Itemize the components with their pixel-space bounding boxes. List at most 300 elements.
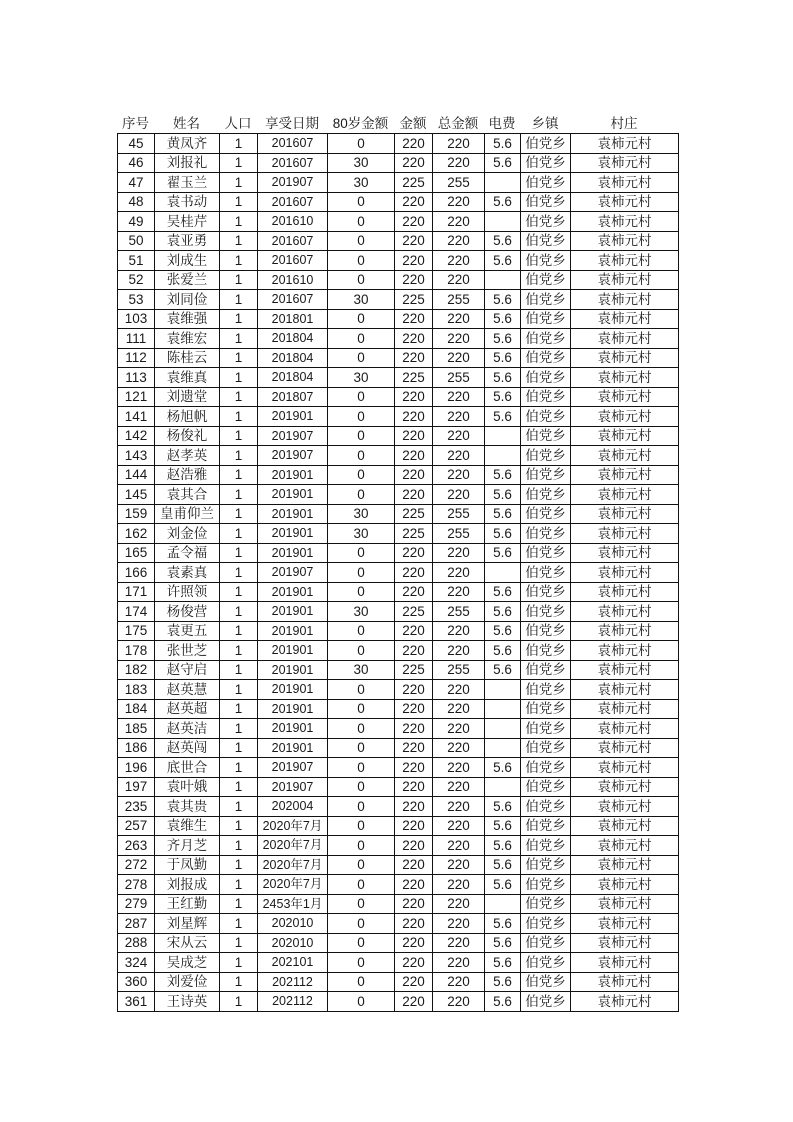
table-cell: 袁其合 xyxy=(155,485,220,505)
table-cell: 0 xyxy=(328,758,395,778)
table-row xyxy=(118,368,679,388)
table-cell: 220 xyxy=(395,329,433,349)
table-cell: 220 xyxy=(395,797,433,817)
table-cell: 2020年7月 xyxy=(258,855,328,875)
table-cell: 袁柿元村 xyxy=(571,797,679,817)
table-cell: 182 xyxy=(118,660,155,680)
table-cell: 1 xyxy=(220,875,258,895)
table-cell: 220 xyxy=(433,465,485,485)
table-cell: 1 xyxy=(220,387,258,407)
table-cell: 142 xyxy=(118,426,155,446)
table-cell: 184 xyxy=(118,699,155,719)
table-cell: 144 xyxy=(118,465,155,485)
table-row xyxy=(118,621,679,641)
table-cell: 5.6 xyxy=(485,329,521,349)
table-cell: 201607 xyxy=(258,153,328,173)
table-cell: 220 xyxy=(433,992,485,1012)
table-cell: 0 xyxy=(328,192,395,212)
table-cell: 1 xyxy=(220,855,258,875)
table-cell: 袁素真 xyxy=(155,563,220,583)
table-cell: 220 xyxy=(395,992,433,1012)
table-cell: 0 xyxy=(328,797,395,817)
table-cell: 201901 xyxy=(258,680,328,700)
table-cell: 1 xyxy=(220,212,258,232)
table-row xyxy=(118,212,679,232)
table-cell: 袁柿元村 xyxy=(571,524,679,544)
table-cell: 220 xyxy=(433,270,485,290)
table-cell: 0 xyxy=(328,212,395,232)
table-cell: 220 xyxy=(433,816,485,836)
table-cell: 吴成芝 xyxy=(155,953,220,973)
table-cell: 袁柿元村 xyxy=(571,816,679,836)
column-header: 电费 xyxy=(488,116,516,131)
table-cell: 220 xyxy=(433,309,485,329)
table-cell xyxy=(485,699,521,719)
table-cell: 袁叶娥 xyxy=(155,777,220,797)
table-cell: 0 xyxy=(328,387,395,407)
table-cell: 263 xyxy=(118,836,155,856)
table-cell: 伯党乡 xyxy=(521,348,571,368)
table-cell: 袁书动 xyxy=(155,192,220,212)
table-cell: 2020年7月 xyxy=(258,836,328,856)
table-cell: 30 xyxy=(328,173,395,193)
table-cell: 162 xyxy=(118,524,155,544)
table-cell: 伯党乡 xyxy=(521,992,571,1012)
table-cell: 220 xyxy=(433,621,485,641)
table-cell: 185 xyxy=(118,719,155,739)
table-cell: 0 xyxy=(328,816,395,836)
table-cell: 5.6 xyxy=(485,309,521,329)
table-cell: 220 xyxy=(433,192,485,212)
table-cell: 220 xyxy=(395,153,433,173)
table-cell: 201901 xyxy=(258,621,328,641)
table-cell: 202112 xyxy=(258,972,328,992)
table-cell: 袁柿元村 xyxy=(571,875,679,895)
table-cell: 278 xyxy=(118,875,155,895)
table-cell xyxy=(485,446,521,466)
table-cell: 220 xyxy=(395,270,433,290)
table-cell xyxy=(485,738,521,758)
table-cell: 袁柿元村 xyxy=(571,504,679,524)
table-cell: 赵英超 xyxy=(155,699,220,719)
table-cell: 伯党乡 xyxy=(521,972,571,992)
table-cell: 许照领 xyxy=(155,582,220,602)
table-cell: 220 xyxy=(433,485,485,505)
table-cell: 121 xyxy=(118,387,155,407)
table-cell: 5.6 xyxy=(485,855,521,875)
table-cell: 1 xyxy=(220,816,258,836)
table-row xyxy=(118,563,679,583)
table-cell: 220 xyxy=(395,953,433,973)
table-cell: 袁柿元村 xyxy=(571,134,679,154)
table-cell: 5.6 xyxy=(485,485,521,505)
table-cell: 伯党乡 xyxy=(521,329,571,349)
table-cell: 0 xyxy=(328,680,395,700)
table-cell: 225 xyxy=(395,524,433,544)
table-cell: 220 xyxy=(395,641,433,661)
table-cell: 0 xyxy=(328,719,395,739)
table-cell: 张世芝 xyxy=(155,641,220,661)
table-cell: 46 xyxy=(118,153,155,173)
table-cell: 220 xyxy=(395,972,433,992)
table-cell: 0 xyxy=(328,231,395,251)
table-cell: 220 xyxy=(395,387,433,407)
table-cell: 220 xyxy=(433,914,485,934)
table-cell: 伯党乡 xyxy=(521,134,571,154)
table-cell: 220 xyxy=(395,855,433,875)
table-cell: 伯党乡 xyxy=(521,446,571,466)
table-cell: 201901 xyxy=(258,582,328,602)
table-cell: 220 xyxy=(395,875,433,895)
table-cell: 103 xyxy=(118,309,155,329)
table-cell xyxy=(485,680,521,700)
table-row xyxy=(118,777,679,797)
table-cell: 0 xyxy=(328,953,395,973)
table-cell: 197 xyxy=(118,777,155,797)
table-cell: 1 xyxy=(220,524,258,544)
table-cell: 361 xyxy=(118,992,155,1012)
table-cell: 220 xyxy=(433,680,485,700)
table-cell: 袁柿元村 xyxy=(571,251,679,271)
table-cell: 1 xyxy=(220,836,258,856)
table-cell: 1 xyxy=(220,777,258,797)
table-row xyxy=(118,348,679,368)
table-cell: 袁柿元村 xyxy=(571,368,679,388)
table-cell: 0 xyxy=(328,407,395,427)
table-cell: 1 xyxy=(220,758,258,778)
table-cell xyxy=(485,270,521,290)
column-header: 姓名 xyxy=(173,116,200,131)
table-cell: 5.6 xyxy=(485,504,521,524)
table-cell: 220 xyxy=(433,329,485,349)
table-cell: 178 xyxy=(118,641,155,661)
table-cell: 0 xyxy=(328,251,395,271)
table-cell: 5.6 xyxy=(485,875,521,895)
table-row xyxy=(118,446,679,466)
table-cell: 220 xyxy=(395,231,433,251)
table-cell: 1 xyxy=(220,134,258,154)
table-row xyxy=(118,309,679,329)
table-cell: 196 xyxy=(118,758,155,778)
table-row xyxy=(118,173,679,193)
table-cell: 袁柿元村 xyxy=(571,465,679,485)
table-cell: 0 xyxy=(328,543,395,563)
table-cell: 143 xyxy=(118,446,155,466)
table-row xyxy=(118,797,679,817)
table-cell: 220 xyxy=(433,153,485,173)
table-cell xyxy=(485,563,521,583)
table-cell: 伯党乡 xyxy=(521,290,571,310)
table-cell: 伯党乡 xyxy=(521,192,571,212)
table-row xyxy=(118,894,679,914)
table-cell: 220 xyxy=(395,563,433,583)
table-row xyxy=(118,329,679,349)
table-cell: 赵守启 xyxy=(155,660,220,680)
table-cell: 袁柿元村 xyxy=(571,933,679,953)
table-cell: 0 xyxy=(328,836,395,856)
table-cell: 宋从云 xyxy=(155,933,220,953)
table-cell: 220 xyxy=(395,212,433,232)
table-cell: 2020年7月 xyxy=(258,816,328,836)
table-cell: 201901 xyxy=(258,485,328,505)
table-cell: 袁柿元村 xyxy=(571,894,679,914)
table-cell: 201801 xyxy=(258,309,328,329)
table-cell: 202010 xyxy=(258,933,328,953)
table-row xyxy=(118,387,679,407)
column-header: 村庄 xyxy=(610,116,638,131)
table-cell: 1 xyxy=(220,953,258,973)
table-cell: 5.6 xyxy=(485,758,521,778)
table-cell: 220 xyxy=(395,251,433,271)
table-cell: 5.6 xyxy=(485,348,521,368)
table-cell: 220 xyxy=(395,758,433,778)
table-cell: 伯党乡 xyxy=(521,777,571,797)
table-cell: 201901 xyxy=(258,660,328,680)
table-cell: 220 xyxy=(433,348,485,368)
table-row xyxy=(118,270,679,290)
table-cell: 201907 xyxy=(258,446,328,466)
table-cell: 袁维宏 xyxy=(155,329,220,349)
table-cell: 5.6 xyxy=(485,524,521,544)
table-cell: 袁柿元村 xyxy=(571,387,679,407)
table-cell: 袁维生 xyxy=(155,816,220,836)
table-cell: 1 xyxy=(220,329,258,349)
table-cell: 220 xyxy=(395,134,433,154)
table-cell: 1 xyxy=(220,485,258,505)
table-cell: 202004 xyxy=(258,797,328,817)
table-cell: 220 xyxy=(395,407,433,427)
table-cell: 201607 xyxy=(258,251,328,271)
table-cell: 1 xyxy=(220,660,258,680)
table-cell: 袁柿元村 xyxy=(571,329,679,349)
table-cell: 201804 xyxy=(258,329,328,349)
table-cell: 袁维真 xyxy=(155,368,220,388)
table-cell: 0 xyxy=(328,992,395,1012)
table-cell: 伯党乡 xyxy=(521,894,571,914)
table-cell: 201907 xyxy=(258,563,328,583)
table-cell: 47 xyxy=(118,173,155,193)
table-cell: 220 xyxy=(433,758,485,778)
table-cell: 220 xyxy=(395,621,433,641)
table-cell: 220 xyxy=(433,719,485,739)
table-cell: 255 xyxy=(433,504,485,524)
table-cell: 201901 xyxy=(258,407,328,427)
table-cell: 伯党乡 xyxy=(521,933,571,953)
table-cell: 220 xyxy=(395,192,433,212)
table-cell: 1 xyxy=(220,719,258,739)
table-cell: 30 xyxy=(328,290,395,310)
table-row xyxy=(118,192,679,212)
table-cell: 袁柿元村 xyxy=(571,543,679,563)
table-cell: 201901 xyxy=(258,602,328,622)
table-cell xyxy=(485,426,521,446)
table-cell: 225 xyxy=(395,504,433,524)
table-cell: 0 xyxy=(328,972,395,992)
table-cell: 0 xyxy=(328,777,395,797)
table-cell: 刘报成 xyxy=(155,875,220,895)
table-cell: 伯党乡 xyxy=(521,231,571,251)
table-cell: 2020年7月 xyxy=(258,875,328,895)
table-cell: 174 xyxy=(118,602,155,622)
table-cell: 220 xyxy=(395,485,433,505)
table-cell: 220 xyxy=(433,738,485,758)
table-cell: 0 xyxy=(328,699,395,719)
table-cell: 袁维强 xyxy=(155,309,220,329)
table-cell: 伯党乡 xyxy=(521,485,571,505)
table-cell: 220 xyxy=(433,446,485,466)
table-cell: 1 xyxy=(220,680,258,700)
table-cell: 201901 xyxy=(258,699,328,719)
table-cell: 5.6 xyxy=(485,933,521,953)
table-cell: 220 xyxy=(395,933,433,953)
table-cell: 伯党乡 xyxy=(521,855,571,875)
table-cell: 30 xyxy=(328,504,395,524)
table-cell: 220 xyxy=(433,836,485,856)
table-cell: 5.6 xyxy=(485,972,521,992)
table-cell: 201607 xyxy=(258,290,328,310)
table-cell: 0 xyxy=(328,270,395,290)
table-row xyxy=(118,933,679,953)
table-cell: 0 xyxy=(328,641,395,661)
table-cell: 220 xyxy=(395,836,433,856)
table-cell: 5.6 xyxy=(485,543,521,563)
table-cell: 1 xyxy=(220,933,258,953)
table-cell: 220 xyxy=(395,719,433,739)
table-cell: 王诗英 xyxy=(155,992,220,1012)
table-cell: 202112 xyxy=(258,992,328,1012)
table-header-row xyxy=(117,111,678,133)
table-cell: 50 xyxy=(118,231,155,251)
table-cell: 袁柿元村 xyxy=(571,992,679,1012)
table-cell: 0 xyxy=(328,914,395,934)
table-cell: 伯党乡 xyxy=(521,270,571,290)
table-cell: 伯党乡 xyxy=(521,914,571,934)
table-cell: 刘星辉 xyxy=(155,914,220,934)
table-cell: 220 xyxy=(433,933,485,953)
table-cell: 201901 xyxy=(258,524,328,544)
table-cell: 1 xyxy=(220,192,258,212)
subsidy-table xyxy=(117,133,679,1012)
table-cell: 166 xyxy=(118,563,155,583)
table-cell: 伯党乡 xyxy=(521,719,571,739)
table-cell: 202101 xyxy=(258,953,328,973)
table-cell: 220 xyxy=(433,426,485,446)
table-cell: 1 xyxy=(220,426,258,446)
table-cell: 30 xyxy=(328,660,395,680)
table-row xyxy=(118,251,679,271)
table-cell: 5.6 xyxy=(485,660,521,680)
table-cell: 刘同俭 xyxy=(155,290,220,310)
table-cell: 赵浩雅 xyxy=(155,465,220,485)
table-cell: 伯党乡 xyxy=(521,524,571,544)
table-cell: 255 xyxy=(433,524,485,544)
table-cell: 257 xyxy=(118,816,155,836)
table-cell: 360 xyxy=(118,972,155,992)
table-cell: 5.6 xyxy=(485,816,521,836)
table-cell: 0 xyxy=(328,933,395,953)
table-cell: 袁其贵 xyxy=(155,797,220,817)
table-cell: 51 xyxy=(118,251,155,271)
column-header: 总金额 xyxy=(437,116,479,131)
table-cell: 袁柿元村 xyxy=(571,582,679,602)
table-cell: 1 xyxy=(220,797,258,817)
table-cell: 220 xyxy=(433,563,485,583)
table-row xyxy=(118,855,679,875)
table-cell: 王红勤 xyxy=(155,894,220,914)
table-row xyxy=(118,992,679,1012)
table-cell: 201807 xyxy=(258,387,328,407)
table-cell: 186 xyxy=(118,738,155,758)
table-cell: 30 xyxy=(328,602,395,622)
table-cell: 220 xyxy=(395,309,433,329)
table-cell: 伯党乡 xyxy=(521,836,571,856)
table-cell: 30 xyxy=(328,368,395,388)
table-cell: 1 xyxy=(220,231,258,251)
table-cell: 0 xyxy=(328,855,395,875)
table-cell: 1 xyxy=(220,914,258,934)
table-cell: 于凤勤 xyxy=(155,855,220,875)
table-cell: 220 xyxy=(395,465,433,485)
table-cell: 伯党乡 xyxy=(521,465,571,485)
table-cell: 225 xyxy=(395,368,433,388)
column-header: 人口 xyxy=(224,116,252,131)
table-cell: 5.6 xyxy=(485,992,521,1012)
table-cell: 201901 xyxy=(258,641,328,661)
table-cell: 201907 xyxy=(258,758,328,778)
table-row xyxy=(118,836,679,856)
table-cell: 5.6 xyxy=(485,797,521,817)
table-cell: 5.6 xyxy=(485,134,521,154)
table-cell xyxy=(485,894,521,914)
table-cell: 伯党乡 xyxy=(521,504,571,524)
table-cell: 288 xyxy=(118,933,155,953)
table-cell: 1 xyxy=(220,621,258,641)
table-cell: 225 xyxy=(395,290,433,310)
table-cell: 220 xyxy=(433,875,485,895)
table-cell: 0 xyxy=(328,348,395,368)
table-cell: 255 xyxy=(433,602,485,622)
table-cell: 1 xyxy=(220,251,258,271)
table-cell: 伯党乡 xyxy=(521,738,571,758)
table-cell: 183 xyxy=(118,680,155,700)
table-cell: 220 xyxy=(395,777,433,797)
table-cell: 伯党乡 xyxy=(521,309,571,329)
table-cell: 1 xyxy=(220,309,258,329)
table-row xyxy=(118,153,679,173)
table-cell: 袁柿元村 xyxy=(571,485,679,505)
table-cell: 0 xyxy=(328,875,395,895)
table-cell: 5.6 xyxy=(485,387,521,407)
table-row xyxy=(118,680,679,700)
table-cell: 赵英慧 xyxy=(155,680,220,700)
table-cell: 袁柿元村 xyxy=(571,270,679,290)
table-cell: 袁柿元村 xyxy=(571,426,679,446)
table-row xyxy=(118,699,679,719)
table-cell: 201907 xyxy=(258,173,328,193)
table-cell: 伯党乡 xyxy=(521,758,571,778)
table-cell: 伯党乡 xyxy=(521,816,571,836)
table-cell: 220 xyxy=(433,212,485,232)
table-cell: 279 xyxy=(118,894,155,914)
table-cell: 伯党乡 xyxy=(521,543,571,563)
table-cell: 伯党乡 xyxy=(521,426,571,446)
table-cell: 220 xyxy=(433,953,485,973)
table-cell: 1 xyxy=(220,290,258,310)
table-row xyxy=(118,407,679,427)
table-cell: 5.6 xyxy=(485,602,521,622)
table-cell: 165 xyxy=(118,543,155,563)
table-row xyxy=(118,290,679,310)
